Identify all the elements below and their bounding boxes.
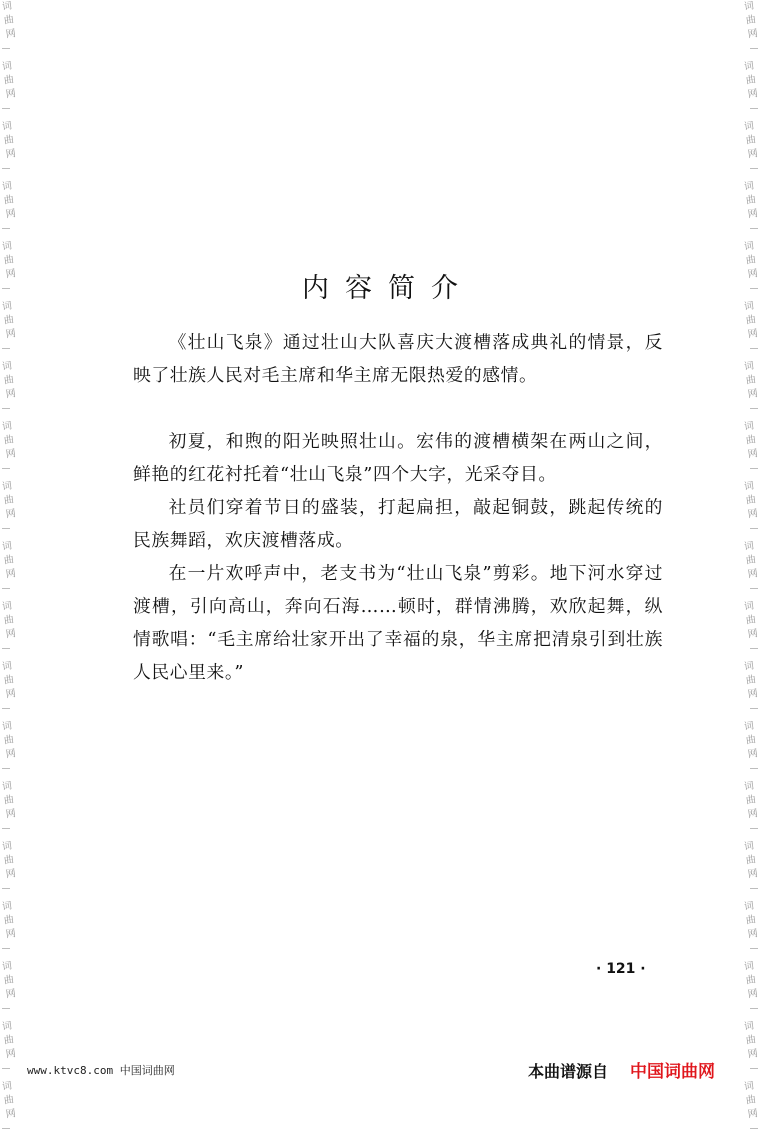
footer-source-label: 本曲谱源自: [528, 1062, 609, 1081]
watermark-char: 曲: [745, 14, 757, 27]
watermark-text: [0, 299, 20, 343]
watermark-char: 词: [743, 60, 755, 73]
watermark-char: 网: [5, 1048, 17, 1061]
watermark-char: 曲: [745, 374, 757, 387]
watermark-char: 网: [747, 88, 759, 101]
right-watermark-strip: [742, 0, 760, 1121]
watermark-text: [740, 959, 762, 1003]
watermark-char: 曲: [745, 134, 757, 147]
watermark-tick: [2, 588, 10, 589]
watermark-char: 词: [743, 900, 755, 913]
watermark-text: [0, 419, 20, 463]
watermark-tick: [750, 168, 758, 169]
watermark-text: [740, 179, 762, 223]
watermark-char: 词: [743, 720, 755, 733]
watermark-text: [0, 899, 20, 943]
watermark-char: 词: [743, 0, 755, 13]
watermark-tick: [750, 648, 758, 649]
watermark-tick: [750, 348, 758, 349]
watermark-text: [0, 839, 20, 883]
watermark-tick: [2, 708, 10, 709]
watermark-char: 曲: [3, 374, 15, 387]
watermark-text: [740, 659, 762, 703]
watermark-char: 曲: [745, 314, 757, 327]
watermark-text: [0, 779, 20, 823]
watermark-char: 网: [5, 328, 17, 341]
watermark-char: 曲: [3, 1094, 15, 1107]
watermark-text: [740, 59, 762, 103]
watermark-char: 曲: [745, 914, 757, 927]
footer-brand-name[interactable]: 中国词曲网: [630, 1062, 716, 1082]
watermark-text: [740, 839, 762, 883]
watermark-tick: [2, 468, 10, 469]
watermark-char: 词: [1, 1080, 13, 1093]
watermark-char: 网: [747, 808, 759, 821]
watermark-char: 词: [743, 1080, 755, 1093]
watermark-tick: [750, 1068, 758, 1069]
watermark-tick: [2, 168, 10, 169]
watermark-char: 词: [743, 300, 755, 313]
watermark-tick: [750, 588, 758, 589]
watermark-tick: [750, 528, 758, 529]
watermark-char: 词: [743, 480, 755, 493]
watermark-tick: [2, 48, 10, 49]
watermark-text: [740, 1019, 762, 1063]
watermark-char: 词: [743, 420, 755, 433]
watermark-char: 词: [743, 360, 755, 373]
watermark-char: 词: [1, 780, 13, 793]
watermark-char: 网: [747, 28, 759, 41]
watermark-tick: [2, 528, 10, 529]
watermark-char: 曲: [3, 734, 15, 747]
watermark-char: 词: [1, 1020, 13, 1033]
watermark-char: 网: [5, 268, 17, 281]
watermark-char: 曲: [745, 434, 757, 447]
watermark-char: 曲: [745, 1034, 757, 1047]
watermark-char: 词: [1, 420, 13, 433]
watermark-text: [0, 359, 20, 403]
watermark-tick: [750, 1008, 758, 1009]
watermark-tick: [2, 1068, 10, 1069]
watermark-tick: [2, 108, 10, 109]
watermark-char: 词: [743, 540, 755, 553]
watermark-char: 曲: [3, 794, 15, 807]
watermark-char: 词: [743, 240, 755, 253]
watermark-text: [0, 1079, 20, 1123]
watermark-char: 词: [1, 180, 13, 193]
watermark-char: 曲: [3, 134, 15, 147]
left-watermark-strip: [0, 0, 18, 1121]
watermark-char: 曲: [3, 854, 15, 867]
synopsis-paragraph: 社员们穿着节日的盛装，打起扁担，敲起铜鼓，跳起传统的民族舞蹈，欢庆渡槽落成。: [133, 497, 663, 551]
synopsis-paragraph: 在一片欢呼声中，老支书为“壮山飞泉”剪彩。地下河水穿过渡槽，引向高山，奔向石海……顿时，群情沸腾，欢欣起舞，纵情歌唱：“毛主席给壮家开出了幸福的泉，华主席把清泉引到壮族人民心里来。”: [133, 563, 663, 683]
footer-source-credit: [528, 1057, 715, 1082]
watermark-char: 网: [5, 388, 17, 401]
watermark-char: 曲: [745, 554, 757, 567]
watermark-char: 曲: [3, 554, 15, 567]
watermark-char: 词: [1, 300, 13, 313]
watermark-char: 网: [5, 928, 17, 941]
watermark-char: 曲: [3, 314, 15, 327]
watermark-char: 曲: [3, 974, 15, 987]
watermark-text: [0, 479, 20, 523]
watermark-text: [0, 659, 20, 703]
watermark-tick: [750, 888, 758, 889]
watermark-char: 网: [5, 748, 17, 761]
watermark-char: 曲: [745, 614, 757, 627]
watermark-char: 曲: [3, 434, 15, 447]
watermark-char: 网: [5, 688, 17, 701]
watermark-text: [0, 179, 20, 223]
synopsis-body: [133, 326, 663, 689]
watermark-char: 网: [747, 328, 759, 341]
watermark-text: [740, 539, 762, 583]
watermark-char: 曲: [3, 614, 15, 627]
watermark-char: 曲: [3, 74, 15, 87]
watermark-tick: [2, 228, 10, 229]
watermark-text: [0, 719, 20, 763]
watermark-tick: [2, 948, 10, 949]
watermark-char: 词: [1, 480, 13, 493]
watermark-char: 网: [747, 208, 759, 221]
watermark-char: 网: [747, 268, 759, 281]
watermark-char: 词: [743, 840, 755, 853]
watermark-char: 网: [747, 568, 759, 581]
watermark-tick: [2, 348, 10, 349]
watermark-text: [740, 1079, 762, 1123]
watermark-char: 词: [1, 240, 13, 253]
synopsis-paragraph: 初夏，和煦的阳光映照壮山。宏伟的渡槽横架在两山之间，鲜艳的红花衬托着“壮山飞泉”四个大字，光采夺目。: [133, 431, 663, 485]
watermark-tick: [2, 888, 10, 889]
footer-website-url[interactable]: www.ktvc8.com 中国词曲网: [27, 1064, 175, 1077]
watermark-char: 网: [747, 1108, 759, 1121]
watermark-char: 词: [743, 1020, 755, 1033]
watermark-char: 词: [1, 60, 13, 73]
watermark-char: 网: [5, 568, 17, 581]
watermark-text: [740, 0, 762, 43]
watermark-char: 词: [1, 960, 13, 973]
watermark-char: 曲: [745, 794, 757, 807]
watermark-char: 网: [747, 508, 759, 521]
watermark-char: 网: [5, 628, 17, 641]
watermark-char: 网: [5, 1108, 17, 1121]
watermark-text: [740, 359, 762, 403]
watermark-char: 词: [1, 900, 13, 913]
watermark-char: 网: [747, 688, 759, 701]
watermark-char: 网: [747, 628, 759, 641]
watermark-tick: [2, 1008, 10, 1009]
watermark-text: [0, 599, 20, 643]
watermark-char: 曲: [3, 914, 15, 927]
watermark-char: 网: [5, 148, 17, 161]
watermark-char: 网: [5, 88, 17, 101]
watermark-text: [740, 419, 762, 463]
watermark-char: 词: [743, 120, 755, 133]
page-number: · 121 ·: [596, 961, 646, 977]
watermark-char: 网: [747, 1048, 759, 1061]
watermark-char: 网: [5, 808, 17, 821]
watermark-char: 曲: [745, 734, 757, 747]
watermark-char: 曲: [3, 494, 15, 507]
watermark-text: [740, 719, 762, 763]
watermark-tick: [750, 228, 758, 229]
watermark-tick: [2, 828, 10, 829]
watermark-char: 曲: [3, 194, 15, 207]
watermark-tick: [2, 768, 10, 769]
watermark-char: 网: [5, 508, 17, 521]
synopsis-intro-paragraph: 《壮山飞泉》通过壮山大队喜庆大渡槽落成典礼的情景，反映了壮族人民对毛主席和华主席无限热爱的感情。: [133, 332, 663, 386]
watermark-char: 曲: [745, 254, 757, 267]
watermark-char: 曲: [745, 194, 757, 207]
watermark-text: [740, 779, 762, 823]
watermark-char: 网: [747, 388, 759, 401]
watermark-char: 词: [743, 960, 755, 973]
watermark-char: 曲: [3, 254, 15, 267]
watermark-char: 词: [1, 120, 13, 133]
watermark-char: 网: [5, 28, 17, 41]
watermark-char: 词: [1, 0, 13, 13]
watermark-char: 曲: [745, 854, 757, 867]
watermark-text: [0, 539, 20, 583]
watermark-text: [740, 299, 762, 343]
watermark-char: 网: [5, 868, 17, 881]
watermark-char: 词: [1, 840, 13, 853]
watermark-tick: [2, 648, 10, 649]
watermark-text: [740, 899, 762, 943]
page-title: 内容简介: [302, 273, 474, 304]
watermark-char: 网: [747, 748, 759, 761]
watermark-tick: [750, 768, 758, 769]
watermark-tick: [750, 468, 758, 469]
watermark-tick: [750, 948, 758, 949]
watermark-char: 词: [1, 600, 13, 613]
watermark-char: 词: [743, 780, 755, 793]
watermark-char: 网: [747, 868, 759, 881]
watermark-char: 网: [747, 928, 759, 941]
watermark-char: 曲: [3, 14, 15, 27]
watermark-text: [0, 1019, 20, 1063]
watermark-char: 词: [1, 360, 13, 373]
watermark-char: 词: [743, 600, 755, 613]
watermark-text: [740, 599, 762, 643]
watermark-tick: [750, 408, 758, 409]
watermark-char: 曲: [3, 1034, 15, 1047]
watermark-text: [0, 119, 20, 163]
watermark-tick: [2, 408, 10, 409]
watermark-char: 网: [5, 448, 17, 461]
watermark-char: 曲: [745, 494, 757, 507]
watermark-char: 词: [1, 660, 13, 673]
watermark-char: 词: [743, 180, 755, 193]
watermark-text: [740, 119, 762, 163]
watermark-char: 网: [747, 988, 759, 1001]
watermark-tick: [750, 48, 758, 49]
watermark-text: [0, 0, 20, 43]
watermark-char: 网: [747, 448, 759, 461]
watermark-char: 词: [1, 720, 13, 733]
watermark-char: 网: [5, 208, 17, 221]
watermark-char: 曲: [745, 974, 757, 987]
watermark-tick: [750, 108, 758, 109]
watermark-text: [0, 959, 20, 1003]
watermark-char: 网: [5, 988, 17, 1001]
watermark-char: 词: [1, 540, 13, 553]
watermark-char: 曲: [3, 674, 15, 687]
watermark-char: 曲: [745, 1094, 757, 1107]
watermark-char: 曲: [745, 74, 757, 87]
watermark-tick: [750, 828, 758, 829]
watermark-char: 词: [743, 660, 755, 673]
watermark-tick: [750, 708, 758, 709]
watermark-text: [0, 59, 20, 103]
watermark-char: 网: [747, 148, 759, 161]
watermark-text: [740, 479, 762, 523]
watermark-char: 曲: [745, 674, 757, 687]
